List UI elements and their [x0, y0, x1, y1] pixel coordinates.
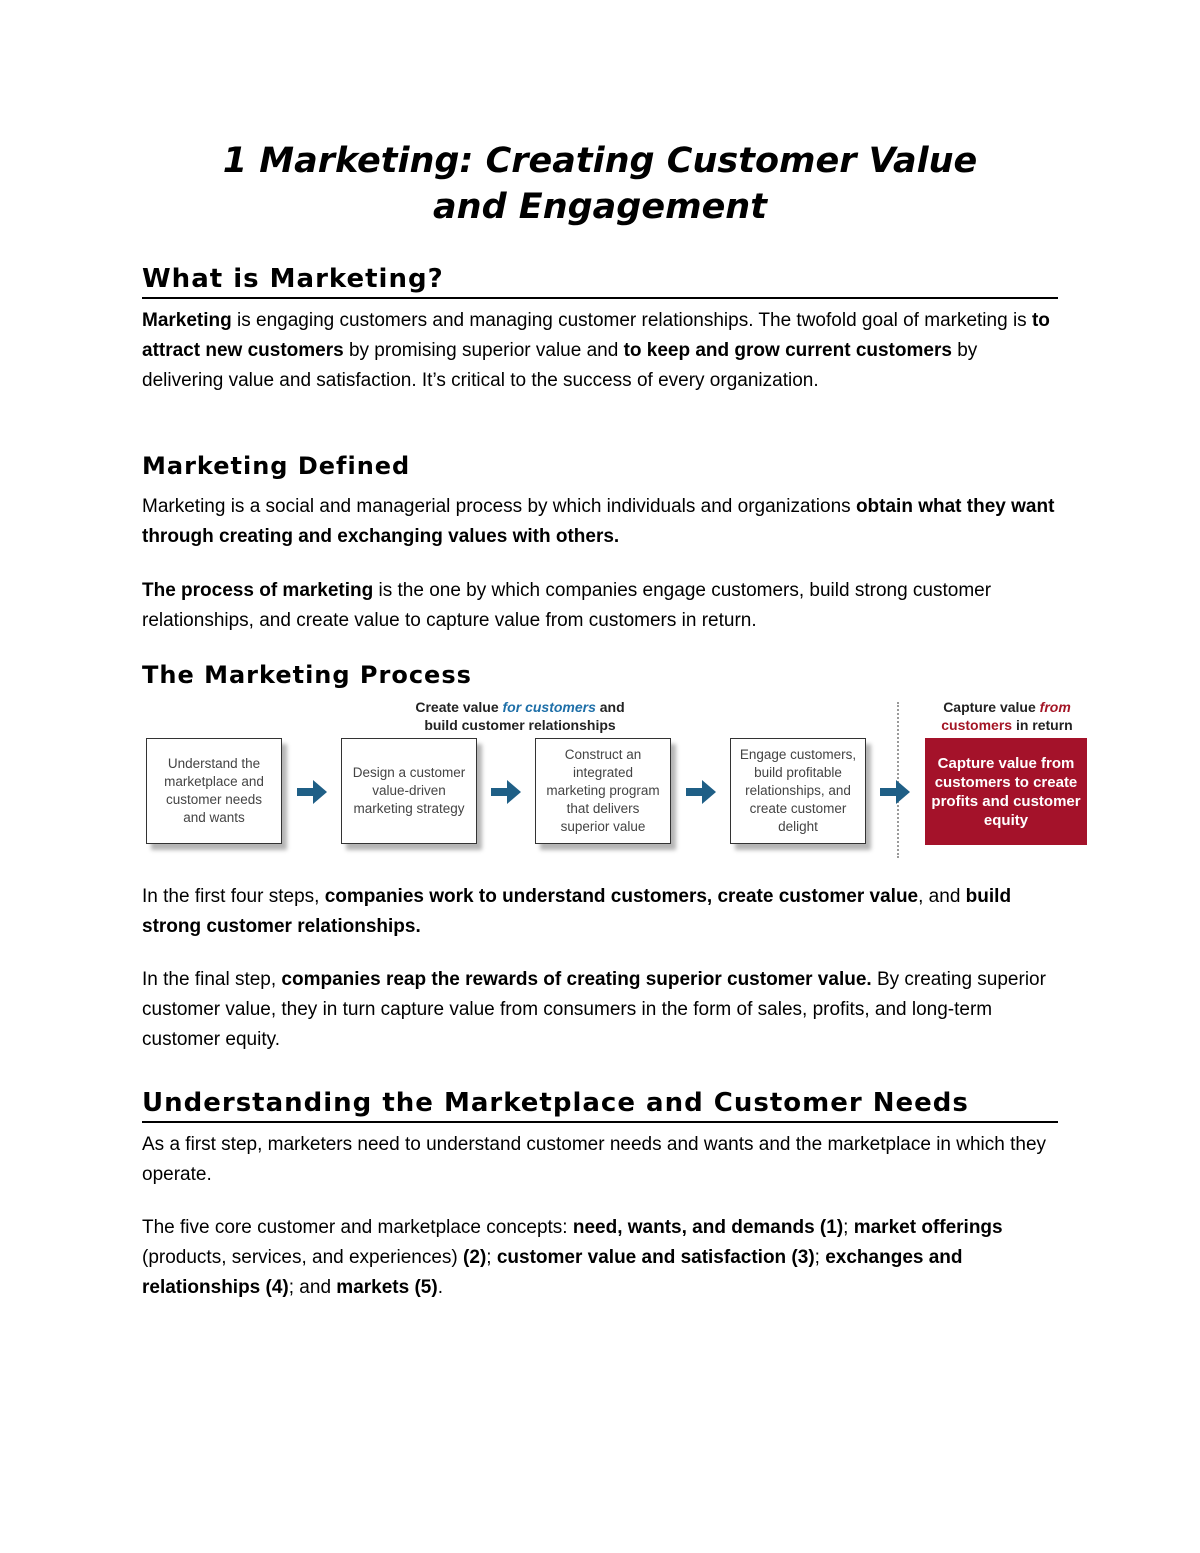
document-title	[140, 138, 1060, 230]
text-run: Marketing is a social and managerial process by which individuals and organizations	[142, 496, 856, 517]
text-run: Marketing	[142, 310, 232, 331]
text-run: (2)	[463, 1247, 487, 1268]
process-step-3: Construct an integrated marketing program that delivers superior value	[535, 738, 671, 844]
diagram-caption-capture-value: Capture value from customers in return	[941, 699, 1073, 733]
paragraph-marketing-intro	[142, 306, 1062, 396]
text-run: build strong customer relationships.	[142, 886, 1012, 937]
paragraph-five-core-concepts	[142, 1213, 1062, 1303]
text-run: , and	[918, 886, 966, 907]
text-run: (products, services, and experiences)	[142, 1247, 464, 1268]
text-run: to attract new customers	[142, 310, 1050, 361]
process-step-4: Engage customers, build profitable relationships, and create customer delight	[730, 738, 866, 844]
paragraph-first-four-steps	[142, 882, 1062, 942]
right-arrow-icon	[684, 776, 718, 808]
text-run: is engaging customers and managing customer relationships. The twofold goal of marketing is	[231, 310, 1032, 331]
text-run: The five core customer and marketplace concepts:	[142, 1217, 573, 1238]
text-run: by promising superior value and	[343, 340, 624, 361]
text-run: companies work to understand customers, create customer value	[324, 886, 919, 907]
paragraph-first-step	[142, 1130, 1062, 1190]
text-run: ;	[843, 1217, 854, 1238]
title-line-2: and Engagement	[433, 187, 767, 227]
process-step-2: Design a customer value-driven marketing strategy	[341, 738, 477, 844]
text-run: In the final step,	[142, 969, 282, 990]
diagram-caption-create-value: Create value for customers and build customer relationships	[415, 699, 625, 733]
right-arrow-icon	[489, 776, 523, 808]
heading-marketing-process: The Marketing Process	[142, 661, 472, 689]
text-run: exchanges and relationships (4)	[142, 1247, 963, 1298]
text-run: companies reap the rewards of creating superior customer value.	[281, 969, 872, 990]
paragraph-process-of-marketing	[142, 576, 1062, 636]
text-run: .	[437, 1277, 443, 1298]
paragraph-final-step	[142, 965, 1062, 1055]
text-run: ; and	[288, 1277, 337, 1298]
text-run: ;	[814, 1247, 826, 1268]
text-run: ;	[486, 1247, 497, 1268]
process-step-final: Capture value from customers to create profits and customer equity	[925, 738, 1087, 845]
heading-marketing-defined: Marketing Defined	[142, 452, 411, 480]
text-run: by delivering value and satisfaction. It’s critical to the success of every organization.	[142, 340, 978, 391]
text-run: obtain what they want through creating and exchanging values with others.	[142, 496, 1055, 547]
heading-what-is-marketing: What is Marketing?	[142, 263, 1058, 299]
text-run: customer value and satisfaction (3)	[496, 1247, 815, 1268]
paragraph-marketing-definition	[142, 492, 1062, 552]
text-run: The process of marketing	[142, 580, 374, 601]
heading-understanding-marketplace: Understanding the Marketplace and Customer Needs	[142, 1087, 1058, 1123]
text-run: to keep and grow current customers	[623, 340, 952, 361]
marketing-process-diagram	[142, 694, 1092, 864]
right-arrow-icon	[295, 776, 329, 808]
right-arrow-icon	[878, 776, 912, 808]
text-run: market offerings	[853, 1217, 1003, 1238]
text-run: markets (5)	[336, 1277, 438, 1298]
text-run: need, wants, and demands (1)	[572, 1217, 844, 1238]
text-run: As a first step, marketers need to understand customer needs and wants and the marketplace in which they operate.	[142, 1134, 1047, 1185]
text-run: is the one by which companies engage customers, build strong customer relationships, and create value to capture value from customers in return.	[142, 580, 992, 631]
title-line-1: 1 Marketing: Creating Customer Value	[222, 141, 978, 181]
text-run: In the first four steps,	[142, 886, 325, 907]
process-step-1: Understand the marketplace and customer needs and wants	[146, 738, 282, 844]
text-run: By creating superior customer value, they in turn capture value from consumers in the form of sales, profits, and long-term customer equity.	[142, 969, 1046, 1050]
